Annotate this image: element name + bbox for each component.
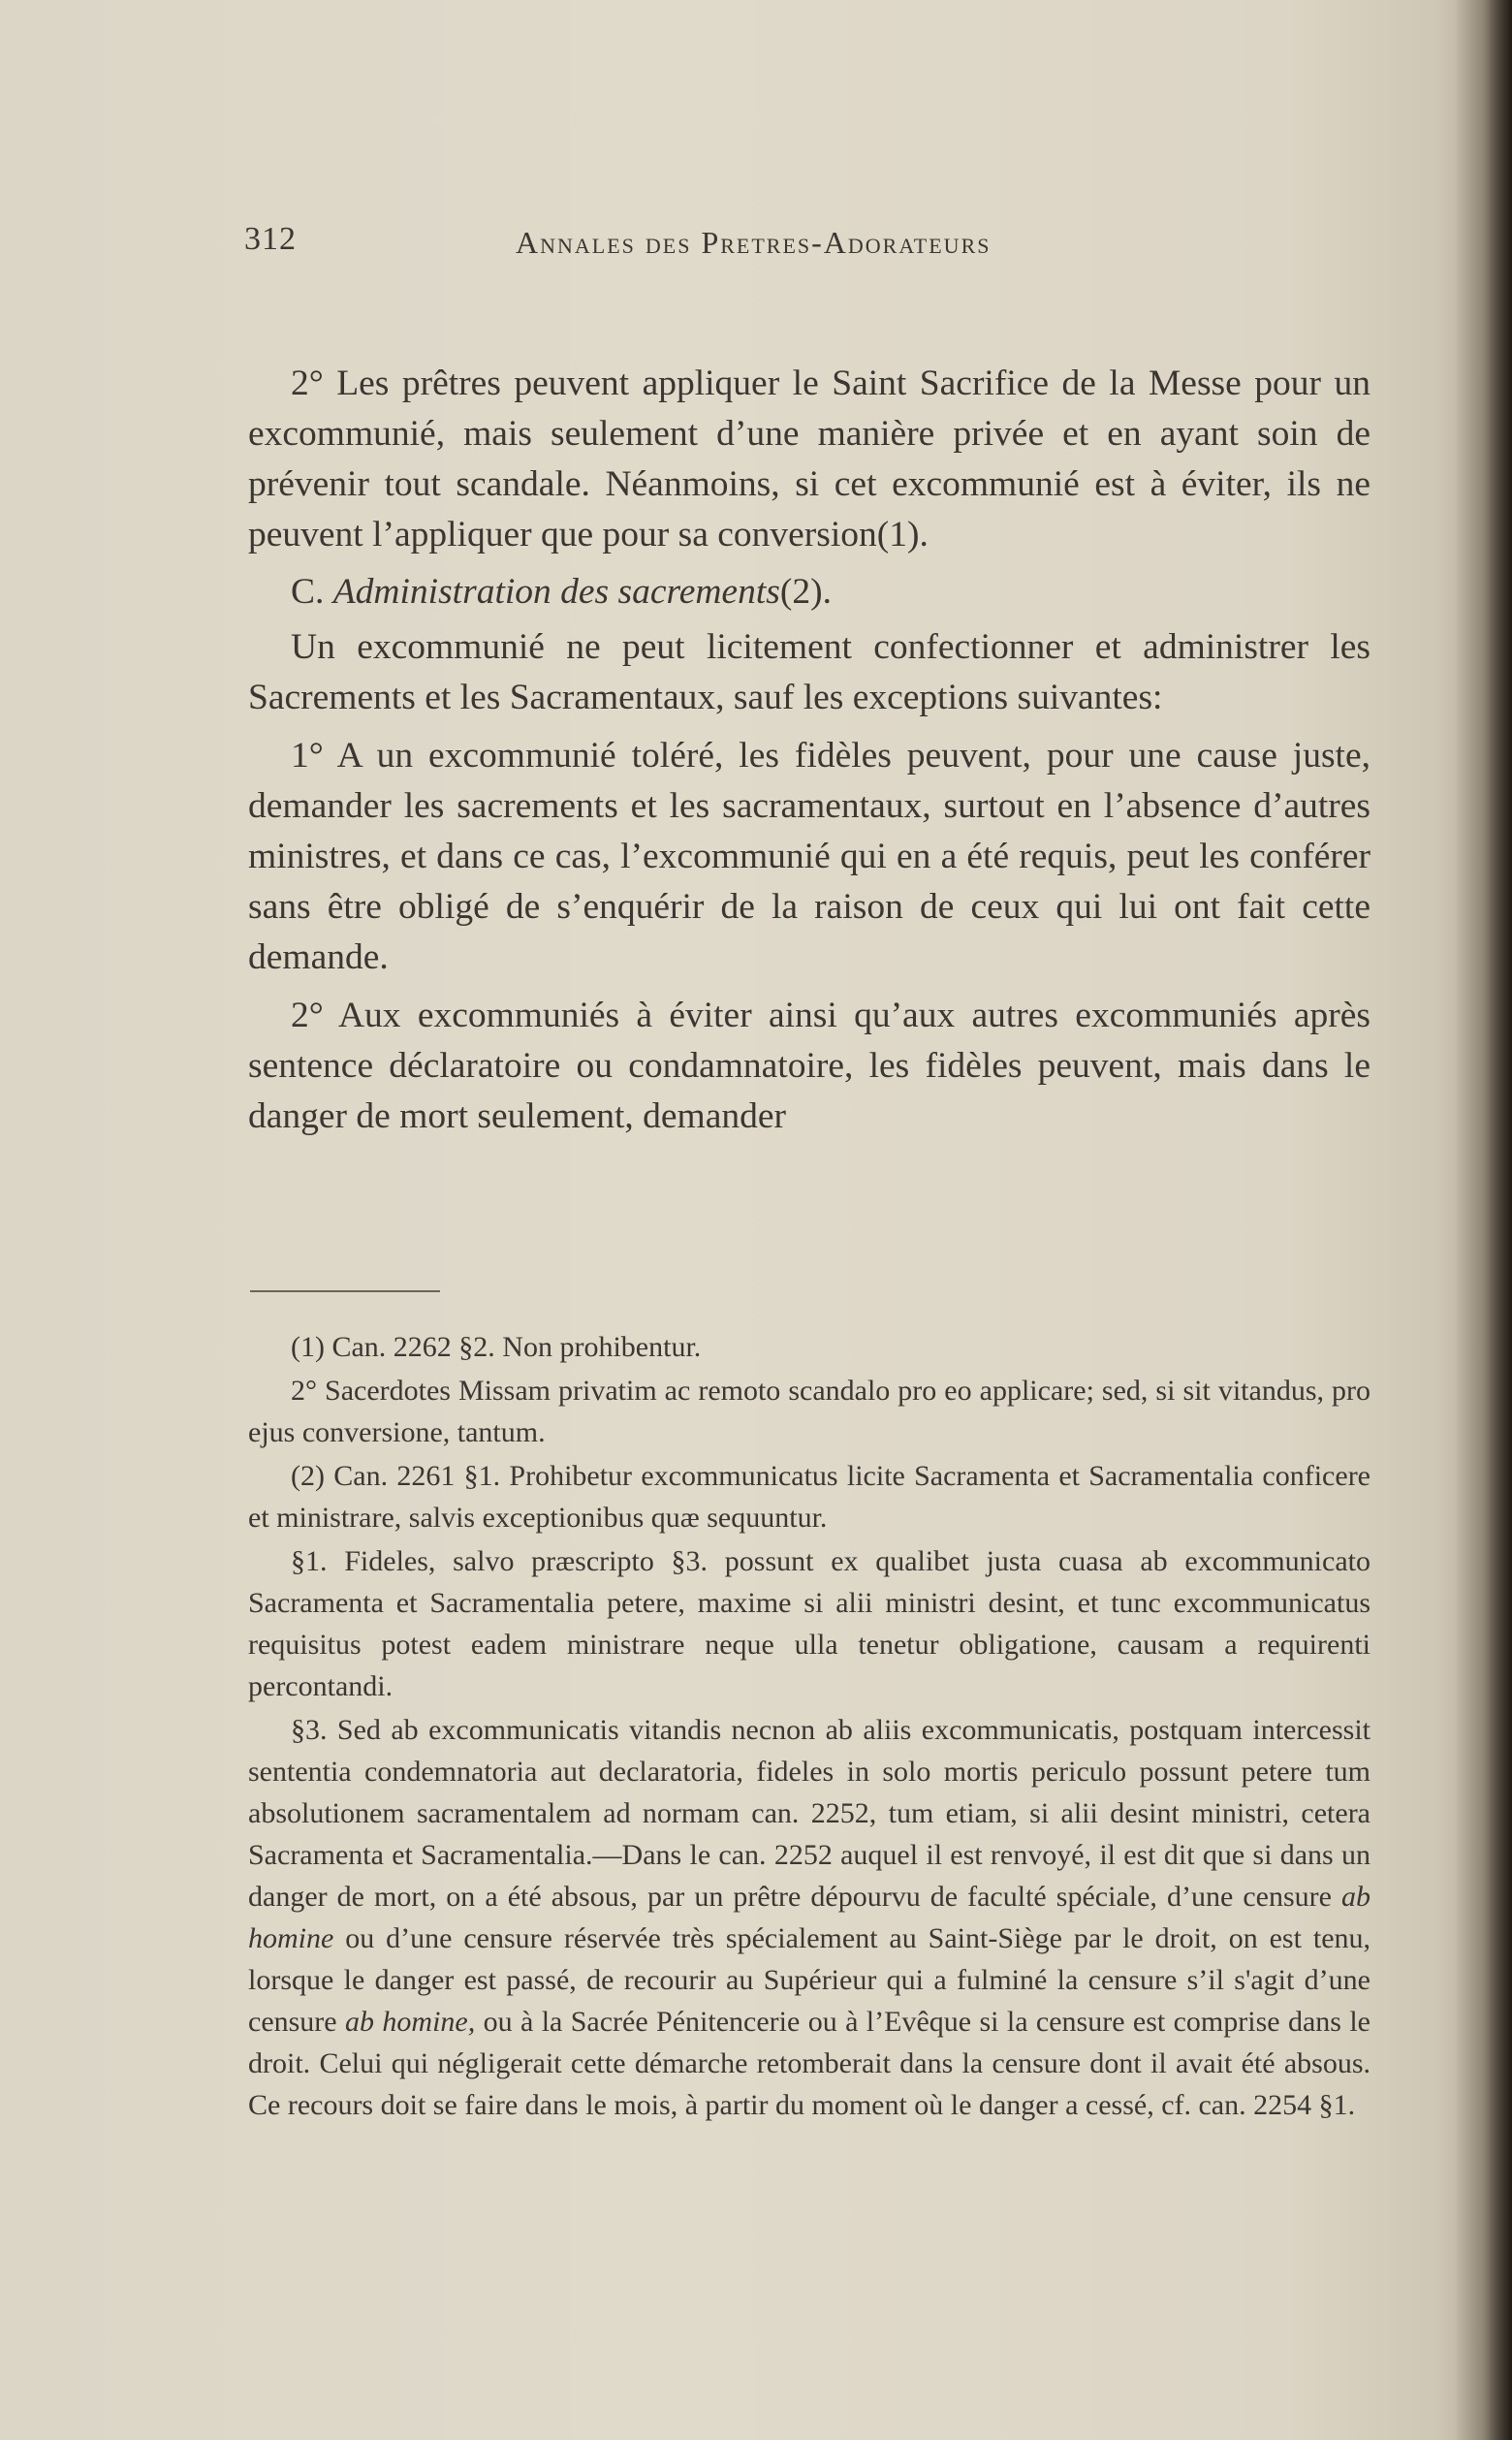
page-header bbox=[244, 221, 1369, 269]
footnote-2-section-3-text-a: §3. Sed ab excommunicatis vitandis necnon ab aliis excommunicatis, postquam intercessit sententia condemnatoria aut declaratoria, fideles in solo mortis periculo possunt petere tum absolutionem sacramentalem ad normam can. 2252, tum etiam, si alii desint ministri, cetera Sacramenta et Sacramentalia.—Dans le can. 2252 auquel il est renvoyé, il est dit que si dans un danger de mort, on a été absous, par un prêtre dépourvu de faculté spéciale, d’une censure bbox=[248, 1714, 1370, 1913]
footnotes bbox=[248, 1326, 1370, 2126]
paragraph-mass-application: 2° Les prêtres peuvent appliquer le Saint Sacrifice de la Messe pour un excommunié, mais seulement d’une manière privée et en ayant soin de prévenir tout scandale. Néanmoins, si cet excommunié est à éviter, ils ne peuvent l’appliquer que pour sa conversion(1). bbox=[248, 364, 1370, 555]
paragraph-tolerated-excommunicate: 1° A un excommunié toléré, les fidèles peuvent, pour une cause juste, demander les sacrements et les sacramentaux, surtout en l’absence d’autres ministres, et dans ce cas, l’excommunié qui en a été requis, peut les conférer sans être obligé de s’enquérir de la raison de ceux qui lui ont fait cette demande. bbox=[248, 736, 1370, 977]
footnote-2-section-3 bbox=[248, 1709, 1370, 2126]
footnote-2-section-3-text-b: ou d’une censure réservée très spécialement au Saint-Siège par le droit, on est tenu, lorsque le danger est passé, de recourir au Supérieur qui a fulminé la censure s’il s'agit d’une censure bbox=[248, 1922, 1371, 2038]
footnote-separator bbox=[250, 1290, 440, 1292]
latin-term-ab-homine-2: ab homine, bbox=[345, 2006, 476, 2038]
section-footnote-ref: (2). bbox=[779, 572, 832, 612]
latin-term-ab-homine: ab homine bbox=[248, 1881, 1371, 1954]
paragraph-vitandus-excommunicate: 2° Aux excommuniés à éviter ainsi qu’aux autres excommuniés après sentence déclaratoire ou condamnatoire, les fidèles peuvent, mais dans le danger de mort seulement, demander bbox=[248, 996, 1370, 1136]
book-spine-shadow bbox=[1454, 0, 1512, 2440]
footnote-2: (2) Can. 2261 §1. Prohibetur excommunicatus licite Sacramenta et Sacramentalia conficere et ministrare, salvis exceptionibus quæ sequuntur. bbox=[248, 1460, 1370, 1534]
footnote-1: (1) Can. 2262 §2. Non prohibentur. bbox=[291, 1331, 702, 1363]
section-heading bbox=[248, 566, 1370, 618]
main-text bbox=[248, 359, 1370, 1142]
page-number: 312 bbox=[244, 221, 297, 257]
running-title: Annales des Pretres-Adorateurs bbox=[516, 225, 992, 260]
footnote-2-section-3-text-c: ou à la Sacrée Pénitencerie ou à l’Evêque si la censure est comprise dans le droit. Celui qui négligerait cette démarche retomberait dans la censure dont il avait été absous. Ce recours doit se faire dans le mois, à partir du moment où le danger a cessé, cf. can. 2254 §1. bbox=[248, 2006, 1370, 2121]
paragraph-sacraments-intro: Un excommunié ne peut licitement confectionner et administrer les Sacrements et les Sacramentaux, sauf les exceptions suivantes: bbox=[248, 627, 1370, 717]
footnote-1-continued: 2° Sacerdotes Missam privatim ac remoto scandalo pro eo applicare; sed, si sit vitandus, pro ejus conversione, tantum. bbox=[248, 1375, 1370, 1448]
footnote-2-section-1: §1. Fideles, salvo præscripto §3. possunt ex qualibet justa cuasa ab excommunicato Sacramenta et Sacramentalia petere, maxime si alii ministri desint, et tunc excommunicatus requisitus potest eadem ministrare neque ulla tenetur obligatione, causam a requirenti percontandi. bbox=[248, 1545, 1370, 1702]
section-letter: C. bbox=[291, 572, 325, 612]
section-title: Administration des sacrements bbox=[332, 572, 780, 612]
